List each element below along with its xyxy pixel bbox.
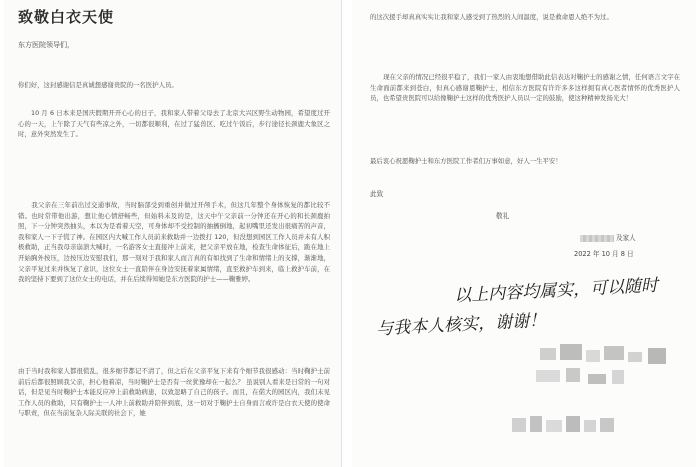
handwritten-note-line-2: 与我本人核实，谢谢！ <box>375 310 547 340</box>
paragraph-5: 的这次援手却真真实实让我和家人感受到了热烈的人间温度，说是救命恩人绝不为过。 <box>370 13 613 21</box>
redacted-signature <box>532 340 682 400</box>
letter-page-right <box>352 0 696 467</box>
handwritten-note-line-1: 以上内容均属实，可以随时 <box>453 275 659 307</box>
paragraph-4: 由于当时我和家人都很慌乱，很多细节都记不清了，但之后在父亲平复下来有个细节我很感动：当时鞠护士前前后后都很照顾我父亲，担心他着凉，当时鞠护士是否有一丝犹豫却在一起么？ 虽说别人看来是日常的一句对话，但是见当时鞠护士本能反应冲上前救助病患，以致忽略了自己的孩子。而且，在偌大的园区内，我们未见工作人员的救助，只有鞠护士一人冲上前救助并陪伴到底，这一切对于鞠护士自身而言或许是白衣天使的使命与职责，但在当前复杂人际关联的社会下，她 <box>18 367 330 418</box>
closing-line: 此致 <box>370 190 384 198</box>
signer-line: 及家人 <box>580 232 636 242</box>
paragraph-6: 现在父亲的情况已经很平稳了，我们一家人由衷地想借助此信表达对鞠护士的感谢之情，任何语言文字在生命面前都来到苍白，但真心感谢恩鞠护士，相信东方医院有许许多多这样拥有真心医者情怀的优秀医护人员，也希望贵医院可以给像鞠护士这样的优秀医护人员以一定的鼓励，使这种精神发扬光大！ <box>370 73 680 103</box>
letter-page-left <box>4 0 342 467</box>
letter-date: 2022 年 10 月 8 日 <box>574 250 634 258</box>
regards-line: 敬礼 <box>496 212 510 220</box>
paragraph-2: 10 月 6 日本来是国庆假期开开心心的日子，我和家人带着父母去了北京大兴区野生动物园，希望度过开心的一天，上午除了天气有些凉之外，一切都很顺利，在过了猛兽区、吃过午饭后，步行途径长颈鹿大象区之时，意外突然发生了。 <box>18 109 330 139</box>
redacted-name <box>580 235 614 242</box>
redacted-phone <box>512 412 622 442</box>
salutation: 东方医院领导们， <box>18 41 74 49</box>
letter-title: 致敬白衣天使 <box>18 8 115 26</box>
paragraph-1: 你们好，这封感谢信是真诚想感谢贵院的一名医护人员。 <box>18 81 178 89</box>
paragraph-7: 最后衷心祝愿鞠护士和东方医院工作者们万事如意，好人一生平安！ <box>370 157 562 165</box>
paragraph-3: 我父亲在三年前出过交通事故，当时脑部受到重创并做过开颅手术，但这几年整个身体恢复的都比较不错。也时常带他出游，想让他心情舒畅些，但始料未及的是，这天中午父亲前一分钟还在开心的和长颈鹿拍照，下一分钟突然抽头，本以为是看着天空，可身体却不受控制的抽搐倒地，起初嘴里还发出很痛苦的声音，我和家人一下子慌了神。在园区内大喊工作人员前来救助并一边拨打 120，但没想到园区工作人员并未有人积极救助，正当我母亲崩溃大喊时，一名游客女士直接冲上前来，把父亲平放在地，检查生命体征后，跪在地上开始胸外按压，边按压边安慰我们，那一刻对于我和家人而言真的有如找到了生命和情绪上的支撑，渐渐地，父亲平复过来并恢复了意识，这位女士一直陪伴在身边安抚着家属情绪，直至救护车到来，临上救护车前，在我的坚持下要到了这位女士的电话，并在后续得知她是东方医院的护士——鞠雅婷。 <box>18 201 330 284</box>
